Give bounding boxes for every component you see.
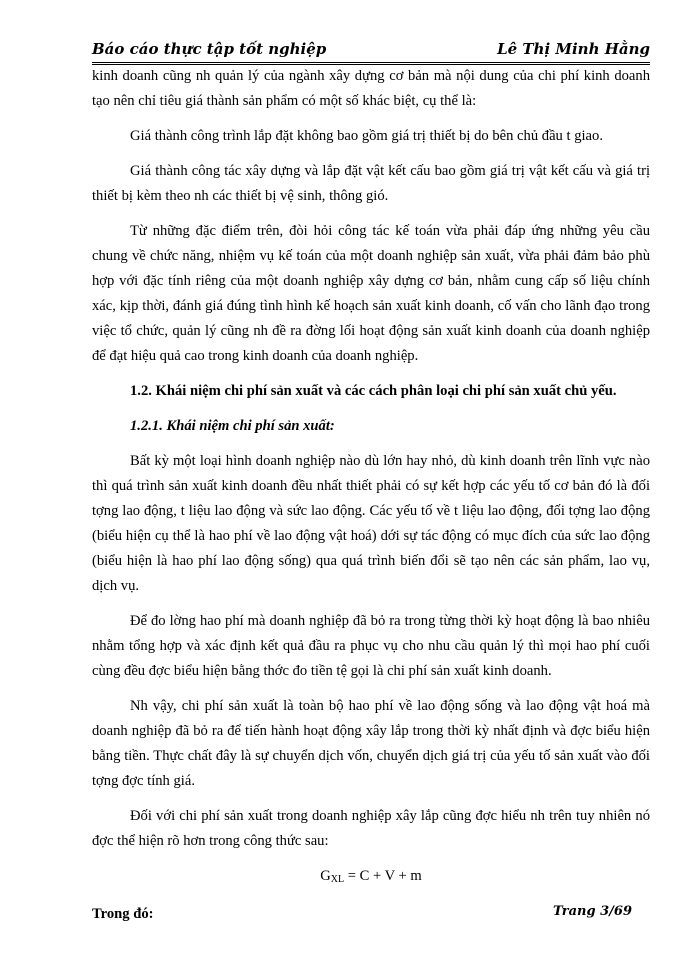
- paragraph-definition: Nh vậy, chi phí sản xuất là toàn bộ hao phí về lao động sống và lao động vật hoá mà doanh nghiệp đã bỏ ra để tiến hành hoạt động xây lắp trong thời kỳ nhất định và đợc biểu hiện bằng tiền. Thực chất đây là sự chuyển dịch vốn, chuyển dịch giá trị của yếu tố sản xuất vào đối tợng đợc tính giá.: [92, 698, 650, 789]
- header-author-name: Lê Thị Minh Hằng: [497, 40, 650, 58]
- paragraph-formula-intro: Đối với chi phí sản xuất trong doanh nghiệp xây lắp cũng đợc hiểu nh trên tuy nhiên nó đợc thể hiện rõ hơn trong công thức sau:: [92, 808, 650, 849]
- cost-formula: [92, 864, 650, 892]
- paragraph-construction-cost: Giá thành công tác xây dựng và lắp đặt vật kết cấu bao gồm giá trị vật kết cấu và giá trị thiết bị kèm theo nh các thiết bị vệ sinh, thông gió.: [92, 163, 650, 204]
- document-body: [92, 64, 650, 937]
- section-heading-1-2-1: 1.2.1. Khái niệm chi phí sản xuất:: [130, 418, 335, 434]
- formula-lhs: G: [320, 868, 331, 884]
- formula-subscript: XL: [330, 874, 345, 885]
- formula-rhs: = C + V + m: [344, 868, 422, 884]
- paragraph-installation-cost: Giá thành công trình lắp đặt không bao gồm giá trị thiết bị do bên chủ đầu t giao.: [130, 128, 603, 144]
- header-report-title: Báo cáo thực tập tốt nghiệp: [92, 40, 327, 58]
- paragraph-production-factors: Bất kỳ một loại hình doanh nghiệp nào dù lớn hay nhỏ, dù kinh doanh trên lĩnh vực nào thì quá trình sản xuất kinh doanh đều nhất thiết phải có sự kết hợp các yếu tố cơ bản đó là đối tợng lao động, t liệu lao động và sức lao động. Các yếu tố về t liệu lao động, đối tợng lao động (biểu hiện cụ thể là hao phí về lao động vật hoá) dới sự tác động có mục đích của sức lao động (biểu hiện là hao phí lao động sống) qua quá trình biến đổi sẽ tạo nên các sản phẩm, lao vụ, dịch vụ.: [92, 453, 650, 594]
- paragraph-accounting-requirements: Từ những đặc điểm trên, đòi hỏi công tác kế toán vừa phải đáp ứng những yêu cầu chung về chức năng, nhiệm vụ kế toán của một doanh nghiệp sản xuất, vừa phải đảm bảo phù hợp với đặc tính riêng của một doanh nghiệp xây dựng cơ bản, nhằm cung cấp số liệu chính xác, kịp thời, đánh giá đúng tình hình kế hoạch sản xuất kinh doanh, cố vấn cho lãnh đạo trong việc tổ chức, quản lý cũng nh đề ra đờng lối hoạt động sản xuất kinh doanh của doanh nghiệp để đạt hiệu quả cao trong kinh doanh của doanh nghiệp.: [92, 223, 650, 364]
- paragraph-measuring-cost: Để đo lờng hao phí mà doanh nghiệp đã bỏ ra trong từng thời kỳ hoạt động là bao nhiêu nhằm tổng hợp và xác định kết quả đầu ra phục vụ cho nhu cầu quản lý thì mọi hao phí cuối cùng đều đợc biểu hiện bằng thớc đo tiền tệ gọi là chi phí sản xuất kinh doanh.: [92, 613, 650, 679]
- section-heading-1-2: 1.2. Khái niệm chi phí sản xuất và các cách phân loại chi phí sản xuất chủ yếu.: [130, 383, 617, 399]
- paragraph-continuation: kinh doanh cũng nh quản lý của ngành xây dựng cơ bản mà nội dung của chi phí kinh doanh tạo nên chỉ tiêu giá thành sản phẩm có một số khác biệt, cụ thể là:: [92, 68, 650, 109]
- page-number: Trang 3/69: [553, 904, 632, 919]
- where-label: Trong đó:: [92, 906, 154, 922]
- page-header: [92, 38, 650, 65]
